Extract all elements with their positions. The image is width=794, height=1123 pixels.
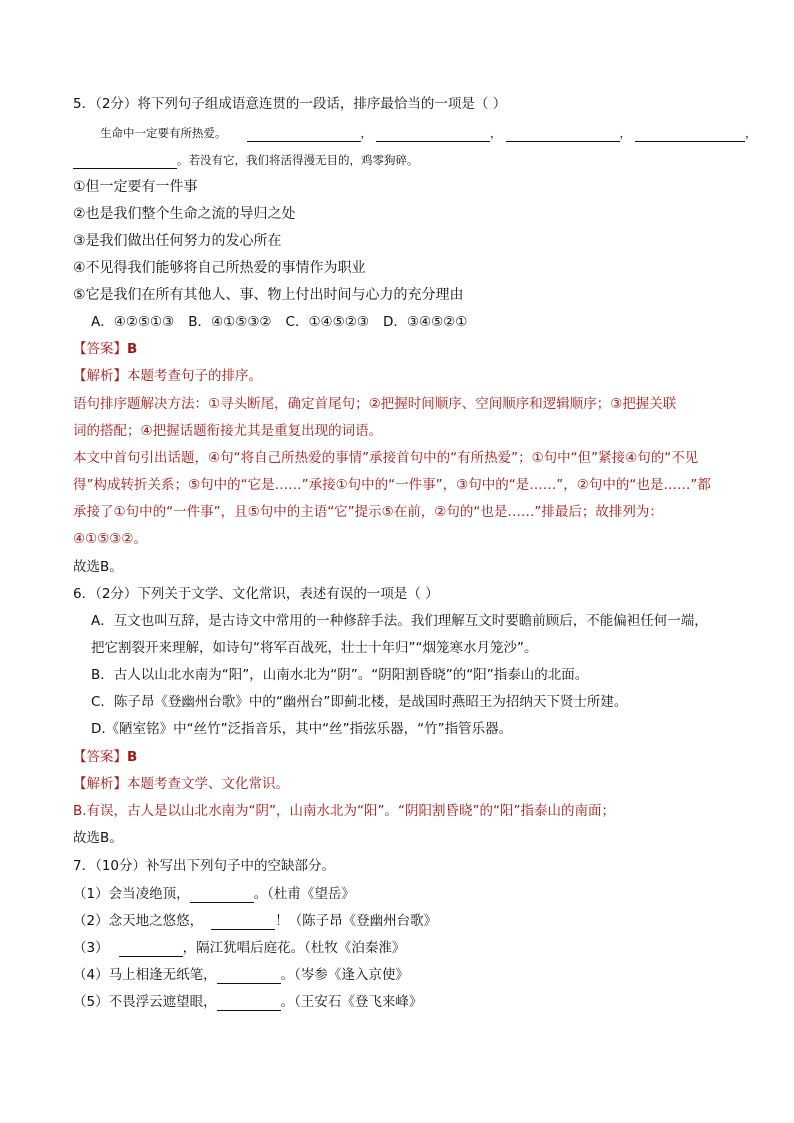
- q6-option-d[interactable]: D.《陋室铭》中“丝竹”泛指音乐，其中“丝”指弦乐器，“竹”指管乐器。: [91, 721, 513, 737]
- q5-analysis: [73, 367, 262, 385]
- q7-blank-2[interactable]: [211, 915, 275, 930]
- q7-item-before: 马上相逢无纸笔，: [108, 967, 217, 983]
- q7-item-after: 。（杜甫《望岳》: [253, 886, 355, 902]
- q5-item-4: ④不见得我们能够将自己所热爱的事情作为职业: [73, 260, 366, 276]
- q5-blank-4[interactable]: [635, 127, 745, 142]
- q5-stem-start: 生命中一定要有所热爱。: [100, 126, 227, 140]
- q5-blank-3[interactable]: [506, 127, 620, 142]
- q6-answer-label: 【答案】: [73, 749, 127, 765]
- q5-stem-line-1: 生命中一定要有所热爱。 ， ， ， ，: [100, 126, 757, 140]
- q5-answer: [73, 340, 137, 358]
- q5-analysis-label: 【解析】: [73, 368, 127, 384]
- q5-option-b[interactable]: B．④①⑤③②: [188, 314, 272, 330]
- q7-item-after: ！（陈子昂《登幽州台歌》: [275, 913, 438, 929]
- q5-conclusion: 故选B。: [73, 559, 123, 575]
- q7-header: 7．（10分）补写出下列句子中的空缺部分。: [73, 858, 336, 874]
- q6-conclusion: 故选B。: [73, 830, 123, 846]
- q5-item-2: ②也是我们整个生命之流的导归之处: [73, 206, 296, 222]
- q7-item-1: [73, 885, 355, 903]
- q6-analysis-intro: 本题考查文学、文化常识。: [127, 776, 289, 792]
- q6-answer-value: B: [127, 749, 138, 765]
- q7-item-before: 念天地之悠悠，: [108, 913, 204, 929]
- q6-option-c[interactable]: C．陈子昂《登幽州台歌》中的“幽州台”即蓟北楼，是战国时燕昭王为招纳天下贤士所建。: [91, 694, 628, 710]
- q5-item-3: ③是我们做出任何努力的发心所在: [73, 233, 282, 249]
- q7-item-num: （4）: [73, 967, 109, 983]
- q5-answer-label: 【答案】: [73, 341, 127, 357]
- q7-blank-3[interactable]: [119, 942, 183, 957]
- q7-item-after: ，隔江犹唱后庭花。（杜牧《泊秦淮》: [182, 940, 406, 956]
- q7-item-after: 。（王安石《登飞来峰》: [280, 994, 423, 1010]
- q7-item-5: [73, 993, 422, 1011]
- q7-item-before: 不畏浮云遮望眼，: [108, 994, 217, 1010]
- q6-analysis: [73, 775, 289, 793]
- q7-item-2: [73, 912, 437, 930]
- q7-item-after: 。（岑参《逢入京使》: [280, 967, 409, 983]
- q5-blank-1[interactable]: [247, 127, 361, 142]
- q7-item-num: （1）: [73, 886, 109, 902]
- q6-option-a-cont: 把它割裂开来理解，如诗句“将军百战死，壮士十年归”“烟笼寒水月笼沙”。: [91, 640, 538, 656]
- q5-options: [91, 313, 481, 331]
- q7-blank-5[interactable]: [217, 996, 281, 1011]
- q5-analysis-line-5: 承接了①句中的“一件事”，且⑤句中的主语“它”提示⑤在前，②句的“也是……”排最后；故排列为：: [73, 504, 663, 520]
- q5-analysis-line-2: 词的搭配；④把握话题衔接尤其是重复出现的词语。: [73, 423, 383, 439]
- q6-option-a[interactable]: A．互文也叫互辞，是古诗文中常用的一种修辞手法。我们理解互文时要瞻前顾后，不能偏袒任何一端，: [91, 613, 708, 629]
- q7-item-num: （5）: [73, 994, 109, 1010]
- q5-analysis-line-4: 得”构成转折关系；⑤句中的“它是……”承接①句中的“一件事”，③句中的“是……”，②句中的“也是……”都: [73, 477, 711, 493]
- q7-item-num: （3）: [73, 940, 109, 956]
- q5-answer-value: B: [127, 341, 138, 357]
- q5-option-d[interactable]: D．③④⑤②①: [382, 314, 468, 330]
- q5-item-1: ①但一定要有一件事: [73, 179, 198, 195]
- q5-blank-2[interactable]: [376, 127, 490, 142]
- q7-item-before: 会当凌绝顶，: [108, 886, 190, 902]
- q6-answer: [73, 748, 137, 766]
- q7-item-3: [73, 939, 405, 957]
- q5-analysis-line-3: 本文中首句引出话题，④句“将自己所热爱的事情”承接首句中的“有所热爱”；①句中“但”紧接④句的“不见: [73, 450, 699, 466]
- q5-header: 5．（2分）将下列句子组成语意连贯的一段话，排序最恰当的一项是（ ）: [73, 96, 507, 112]
- q5-analysis-intro: 本题考查句子的排序。: [127, 368, 262, 384]
- q7-item-num: （2）: [73, 913, 109, 929]
- q7-item-4: [73, 966, 409, 984]
- q5-option-a[interactable]: A．④②⑤①③: [91, 314, 175, 330]
- q5-stem-end: 。若没有它，我们将活得漫无目的，鸡零狗碎。: [177, 153, 419, 167]
- q5-stem-line-2: [73, 151, 419, 169]
- q7-blank-4[interactable]: [217, 969, 281, 984]
- q6-analysis-label: 【解析】: [73, 776, 127, 792]
- q7-blank-1[interactable]: [190, 888, 254, 903]
- q5-analysis-line-6: ④①⑤③②。: [73, 531, 148, 547]
- q5-option-c[interactable]: C．①④⑤②③: [285, 314, 369, 330]
- q6-analysis-line: B.有误，古人是以山北水南为“阴”，山南水北为“阳”。“阴阳割昏晓”的“阳”指泰山的南面；: [73, 803, 616, 819]
- q6-option-b[interactable]: B．古人以山北水南为“阳”，山南水北为“阴”。“阴阳割昏晓”的“阳”指泰山的北面。: [91, 667, 589, 683]
- q5-blank-5[interactable]: [73, 154, 177, 169]
- q6-header: 6．（2分）下列关于文学、文化常识，表述有误的一项是（ ）: [73, 586, 439, 602]
- q5-item-5: ⑤它是我们在所有其他人、事、物上付出时间与心力的充分理由: [73, 287, 464, 303]
- q5-analysis-line-1: 语句排序题解决方法：①寻头断尾，确定首尾句；②把握时间顺序、空间顺序和逻辑顺序；③把握关联: [73, 396, 677, 412]
